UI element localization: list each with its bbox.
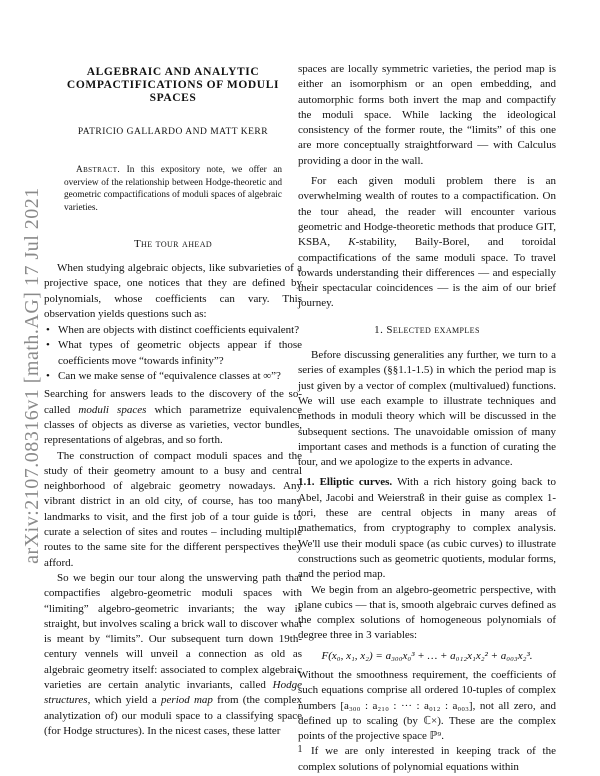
section-heading-selected-examples: 1. Selected examples	[374, 323, 480, 336]
paragraph	[298, 475, 556, 582]
abstract-text: In this expository note, we offer an overview of the relationship between Hodge-theoretic and geometric compactifications of moduli spaces of algebraic varieties.	[64, 165, 282, 214]
bullet-icon: •	[46, 324, 50, 337]
abstract-label: Abstract.	[76, 165, 121, 176]
text-run: With a rich history going back to Abel, Jacobi and Weierstraß in their guise as complex 1-tori, these are central objects in many areas of mathematics, from cryptography to complex analysis. We'll use their moduli space (as cubic curves) to illustrate constructions such as geometric quotients, modular forms, and the period map.	[298, 476, 556, 581]
authors: PATRICIO GALLARDO AND MATT KERR	[77, 127, 269, 137]
right-column	[298, 62, 556, 775]
emphasis: moduli spaces	[78, 403, 147, 416]
paragraph: When studying algebraic objects, like subvarieties of a projective space, one notices that they are defined by polynomials, whose coefficients can vary. This observation yields questions such as:	[44, 261, 302, 320]
emphasis: period map	[161, 694, 213, 707]
left-column	[44, 62, 302, 739]
paragraph	[44, 387, 302, 448]
paragraph: Without the smoothness requirement, the coefficients of such equations comprise all ordered 10-tuples of complex numbers [a₃₀₀ : a₂₁₀ : ··· : a₀₁₂ : a₀₀₃], not all zero, and defined up to scaling (by ℂ×). These are the complex points of the projective space ℙ⁹.	[298, 668, 556, 743]
paragraph	[44, 571, 302, 739]
paragraph: We begin from an algebro-geometric perspective, with plane cubics — that is, smooth algebraic curves defined as the complex solutions of homogeneous polynomials of degree three in 3 variables:	[298, 583, 556, 642]
page-number: 1	[297, 744, 303, 755]
paragraph: The construction of compact moduli spaces and the study of their geometry amount to a busy and central neighborhood of algebraic geometry nowadays. Any vibrant district in an old city, of course, has too many landmarks to visit, and the first job of a tour guide is to curate a selection of sites and routes – including multiple routes to the same site for the different perspectives they afford.	[44, 449, 302, 569]
text-run: which parametrize equivalence classes of objects as diverse as varieties, vector bundles, representations of algebras, and so forth.	[44, 403, 303, 447]
paragraph: Before discussing generalities any further, we turn to a series of examples (§§1.1-1.5) in which the period map is just given by a vector of complex (multivalued) functions. We will use each example to illustrate techniques and methods in moduli theory which will be discussed in the subsequent sections. The unavoidable omission of many important cases and methods is a function of curating the tour, and we apologize to the experts in advance.	[298, 349, 556, 469]
text-run: Searching for answers leads to the discovery of the so-called	[44, 388, 302, 416]
bullet-icon: •	[46, 370, 50, 383]
text-run: , which yield a	[87, 694, 162, 707]
section-heading-tour: The tour ahead	[133, 237, 213, 250]
paper-title: ALGEBRAIC AND ANALYTIC COMPACTIFICATIONS OF MODULI SPACES	[66, 66, 280, 104]
paragraph: spaces are locally symmetric varieties, the period map is either an isomorphism or an open embedding, and automorphic forms both invert the map and compactify the moduli space. While lacking the ideological consistency of the former route, the “limits” of this one are more conceptually straightforward — with Calculus providing a door in the wall.	[298, 63, 556, 167]
paragraph: If we are only interested in keeping track of the complex solutions of polynomial equations within	[298, 745, 556, 773]
text-run: -stability, Baily-Borel, and toroidal compactifications of the same moduli space. To travel towards understanding their differences — and especially their spectacular coincidences — is the aim of our brief journey.	[298, 236, 557, 310]
list-item-text: What types of geometric objects appear if those coefficients move “towards infinity”?	[58, 339, 302, 367]
subsection-label: 1.1. Elliptic curves.	[298, 476, 393, 489]
list-item	[44, 369, 302, 384]
list-item	[44, 323, 302, 338]
list-item-text: When are objects with distinct coefficients equivalent?	[58, 324, 300, 337]
text-run: So we begin our tour along the unswerving path that compactifies algebro-geometric moduli spaces with “limiting” algebro-geometric invariants; the way is straight, but involves scaling a brick wall to discover what is meant by “limits”. Our subsequent turn down 19th-century vennels will unveil a connection as old as algebraic geometry itself: associated to complex algebraic varieties are certain analytic invariants, called	[44, 571, 302, 691]
text-run: from (the complex analytization of) our moduli space to a classifying space (for Hodge structures). In the nicest cases, these latter	[44, 694, 302, 737]
arxiv-stamp: arXiv:2107.08316v1 [math.AG] 17 Jul 2021	[20, 186, 43, 564]
text-run: For each given moduli problem there is an overwhelming wealth of routes to a compactification. On the tour ahead, the reader will encounter various geometric and Hodge-theoretic methods that produce GIT, KSBA,	[298, 175, 556, 249]
question-list	[44, 323, 302, 384]
bullet-icon: •	[46, 339, 50, 352]
abstract	[64, 164, 282, 214]
emphasis: K	[348, 236, 356, 249]
paragraph	[298, 174, 556, 312]
emphasis: Hodge structures	[44, 678, 302, 707]
cubic-formula: F(x₀, x₁, x₂) = a₃₀₀x₀³ + … + a₀₁₂x₁x₂² + a₀₀₃x₂³.	[321, 649, 533, 662]
list-item-text: Can we make sense of “equivalence classes at ∞”?	[58, 370, 281, 383]
list-item	[44, 338, 302, 369]
